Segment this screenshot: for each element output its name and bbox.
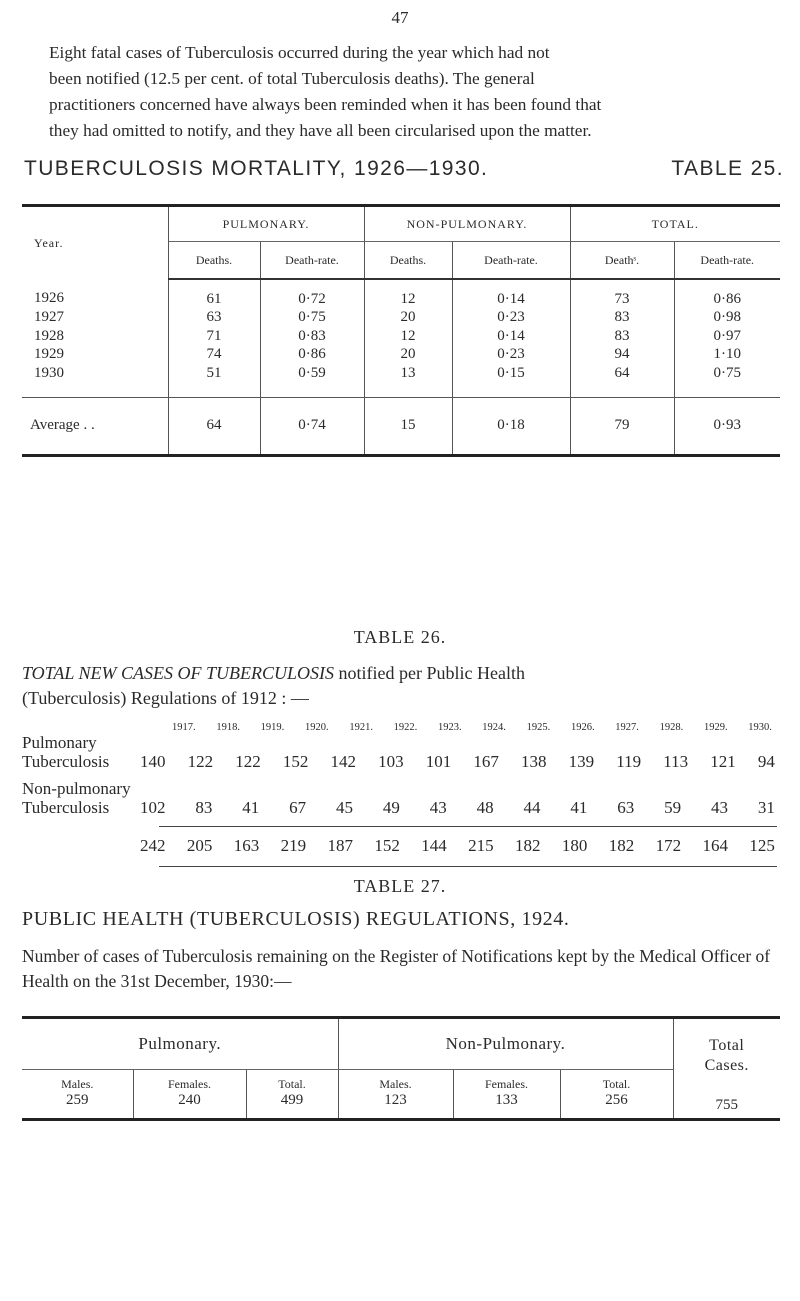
value-cell: 0·93 — [674, 397, 780, 455]
year-label: 1924. — [482, 722, 506, 733]
page-number: 47 — [391, 8, 409, 27]
value-cell: 0·86 — [260, 346, 364, 365]
value-cell: 48 — [476, 798, 494, 817]
table-row — [22, 327, 780, 346]
average-label: Average . . — [22, 397, 168, 455]
value-cell: 64 — [570, 364, 674, 397]
year-label: 1927. — [615, 722, 639, 733]
table-row — [22, 364, 780, 397]
pulmonary-group-header: Pulmonary. — [22, 1018, 338, 1070]
value-cell: 12 — [364, 327, 452, 346]
average-row — [22, 397, 780, 455]
value-cell: 31 — [757, 798, 775, 817]
total-cell: 152 — [374, 836, 400, 855]
value-cell: 142 — [330, 752, 356, 771]
table-row — [22, 309, 780, 328]
pulmonary-label-line: Pulmonary — [22, 733, 97, 752]
sub-header: Deathˢ. — [570, 242, 674, 280]
value-cell: 20 — [364, 309, 452, 328]
sub-header: Females. — [453, 1070, 560, 1093]
total-header: TOTAL. — [570, 206, 780, 242]
intro-line: they had omitted to notify, and they have all been circularised upon the matter. — [49, 121, 592, 140]
value-cell: 0·74 — [260, 397, 364, 455]
value-cell: 0·23 — [452, 309, 570, 328]
value-cell: 67 — [289, 798, 307, 817]
sub-header: Males. — [61, 1077, 94, 1091]
year-label: 1928. — [659, 722, 684, 733]
table-27-description: Number of cases of Tuberculosis remaining on the Register of Notifications kept by the Medical Officer of Health on the 31st December, 1930:— — [22, 946, 771, 991]
intro-line: practitioners concerned have always been reminded when it has been found that — [49, 95, 602, 114]
value-cell: 0·18 — [452, 397, 570, 455]
table-row — [22, 279, 780, 309]
value-cell: 0·23 — [452, 346, 570, 365]
value-cell: 240 — [133, 1092, 246, 1120]
total-cell: 242 — [140, 836, 166, 855]
value-cell: 0·15 — [452, 364, 570, 397]
value-cell: 101 — [425, 752, 452, 771]
value-cell: 123 — [338, 1092, 453, 1120]
non-pulmonary-label-line: Non-pulmonary — [22, 779, 131, 798]
value-cell: 0·83 — [260, 327, 364, 346]
sub-header: Death-rate. — [674, 242, 780, 280]
value-cell: 59 — [664, 798, 682, 817]
non-pulmonary-group-header: Non-Pulmonary. — [338, 1018, 673, 1070]
total-cell: 182 — [608, 836, 635, 855]
value-cell: 119 — [616, 752, 642, 771]
value-cell: 13 — [364, 364, 452, 397]
value-cell: 139 — [568, 752, 595, 771]
value-cell: 122 — [187, 752, 214, 771]
table-25 — [22, 204, 780, 457]
total-cell: 144 — [421, 836, 447, 855]
value-cell: 49 — [382, 798, 400, 817]
value-cell: 51 — [168, 364, 260, 397]
value-cell: 0·59 — [260, 364, 364, 397]
divider — [159, 826, 777, 827]
year-label: 1917. — [172, 722, 196, 733]
value-cell: 15 — [364, 397, 452, 455]
year-label: 1926. — [570, 722, 595, 733]
year-label: 1922. — [393, 722, 418, 733]
value-cell: 74 — [168, 346, 260, 365]
total-cell: 182 — [515, 836, 541, 855]
pulmonary-header: PULMONARY. — [168, 206, 364, 242]
value-cell: 44 — [523, 798, 541, 817]
year-label: 1921. — [349, 722, 373, 733]
value-cell: 63 — [617, 798, 635, 817]
table-26-desc-rest: notified per Public Health — [334, 663, 525, 683]
value-cell: 79 — [570, 397, 674, 455]
table-27 — [22, 1016, 780, 1121]
total-cases-line: Total — [709, 1036, 745, 1054]
totals-row — [140, 836, 775, 856]
table-25-tag: TABLE 25. — [671, 157, 784, 180]
year-cell: 1926 — [34, 290, 64, 307]
sub-header: Deaths. — [168, 242, 260, 280]
value-cell: 43 — [429, 798, 447, 817]
year-cell: 1929 — [34, 346, 64, 363]
value-cell: 71 — [168, 327, 260, 346]
table-25-heading — [24, 157, 784, 181]
value-cell: 0·14 — [452, 327, 570, 346]
table-27-title: TABLE 27. — [353, 876, 447, 896]
value-cell: 94 — [570, 346, 674, 365]
table-26-desc-line2: (Tuberculosis) Regulations of 1912 : — — [22, 688, 309, 708]
year-cell: 1927 — [34, 309, 64, 326]
value-cell: 0·86 — [674, 279, 780, 309]
value-cell: 0·97 — [674, 327, 780, 346]
year-label: 1925. — [526, 722, 551, 733]
value-cell: 1·10 — [674, 346, 780, 365]
year-label: 1920. — [304, 722, 329, 733]
value-cell: 103 — [378, 752, 404, 771]
year-cell: 1930 — [34, 364, 64, 381]
value-cell: 64 — [168, 397, 260, 455]
value-cell: 94 — [757, 752, 775, 771]
sub-header: Death-rate. — [452, 242, 570, 280]
sub-header: Males. — [338, 1070, 453, 1093]
value-cell: 133 — [453, 1092, 560, 1120]
value-cell: 121 — [710, 752, 736, 771]
non-pulmonary-header: NON-PULMONARY. — [364, 206, 570, 242]
value-cell: 0·98 — [674, 309, 780, 328]
year-header: Year. — [34, 235, 64, 250]
value-cell: 256 — [560, 1092, 673, 1120]
sub-header: Total. — [246, 1070, 338, 1093]
value-cell: 83 — [570, 327, 674, 346]
value-cell: 140 — [140, 752, 166, 771]
value-cell: 499 — [246, 1092, 338, 1120]
value-cell: 0·75 — [260, 309, 364, 328]
sub-header: Total. — [560, 1070, 673, 1093]
value-cell: 167 — [473, 752, 499, 771]
table-27-subtitle: PUBLIC HEALTH (TUBERCULOSIS) REGULATIONS, 1924. — [22, 908, 570, 930]
value-cell: 45 — [336, 798, 353, 817]
divider — [159, 866, 777, 867]
pulmonary-values-row — [140, 752, 775, 772]
value-cell: 41 — [570, 798, 588, 817]
value-cell: 20 — [364, 346, 452, 365]
value-cell: 41 — [242, 798, 260, 817]
value-cell: 0·72 — [260, 279, 364, 309]
total-value-cell: 755 — [673, 1092, 780, 1120]
total-cell: 205 — [186, 836, 213, 855]
value-cell: 0·14 — [452, 279, 570, 309]
year-label: 1919. — [260, 722, 285, 733]
value-cell: 83 — [195, 798, 213, 817]
value-cell: 43 — [711, 798, 728, 817]
total-cases-line: Cases. — [704, 1056, 749, 1074]
value-cell: 152 — [282, 752, 309, 771]
intro-paragraph — [49, 40, 763, 144]
value-cell: 113 — [663, 752, 689, 771]
total-cell: 164 — [702, 836, 728, 855]
table-26-year-row — [172, 722, 772, 733]
intro-line: Eight fatal cases of Tuberculosis occurred during the year which had not — [49, 43, 550, 62]
value-cell: 0·75 — [674, 364, 780, 397]
non-pulmonary-label-line: Tuberculosis — [22, 798, 110, 817]
non-pulmonary-values-row — [140, 798, 775, 818]
table-25-title: TUBERCULOSIS MORTALITY, 1926—1930. — [24, 157, 489, 180]
value-cell: 12 — [364, 279, 452, 309]
pulmonary-label — [22, 733, 109, 771]
value-cell: 138 — [521, 752, 547, 771]
value-cell: 63 — [168, 309, 260, 328]
total-cell: 187 — [327, 836, 353, 855]
value-cell: 102 — [140, 798, 166, 817]
non-pulmonary-label — [22, 779, 131, 817]
year-label: 1930. — [748, 722, 772, 733]
total-cell: 163 — [233, 836, 260, 855]
sub-header: Death-rate. — [260, 242, 364, 280]
table-row — [22, 346, 780, 365]
total-cases-header — [673, 1018, 780, 1093]
year-cell: 1928 — [34, 327, 64, 344]
sub-header: Females. — [133, 1070, 246, 1093]
total-cell: 172 — [655, 836, 682, 855]
total-cell: 219 — [280, 836, 307, 855]
table-26-description — [22, 661, 782, 711]
year-label: 1929. — [703, 722, 728, 733]
table-26-italic-title: TOTAL NEW CASES OF TUBERCULOSIS — [22, 663, 335, 683]
sub-header: Deaths. — [364, 242, 452, 280]
year-label: 1918. — [216, 722, 240, 733]
value-cell: 259 — [22, 1092, 133, 1120]
year-label: 1923. — [437, 722, 462, 733]
value-cell: 73 — [570, 279, 674, 309]
pulmonary-label-line: Tuberculosis — [22, 752, 110, 771]
value-cell: 83 — [570, 309, 674, 328]
table-26-title: TABLE 26. — [353, 627, 447, 647]
value-cell: 61 — [168, 279, 260, 309]
intro-line: been notified (12.5 per cent. of total Tuberculosis deaths). The general — [49, 69, 535, 88]
total-cell: 125 — [749, 836, 775, 855]
value-cell: 122 — [235, 752, 261, 771]
total-cell: 215 — [468, 836, 494, 855]
table-row — [22, 1092, 780, 1120]
total-cell: 180 — [561, 836, 588, 855]
